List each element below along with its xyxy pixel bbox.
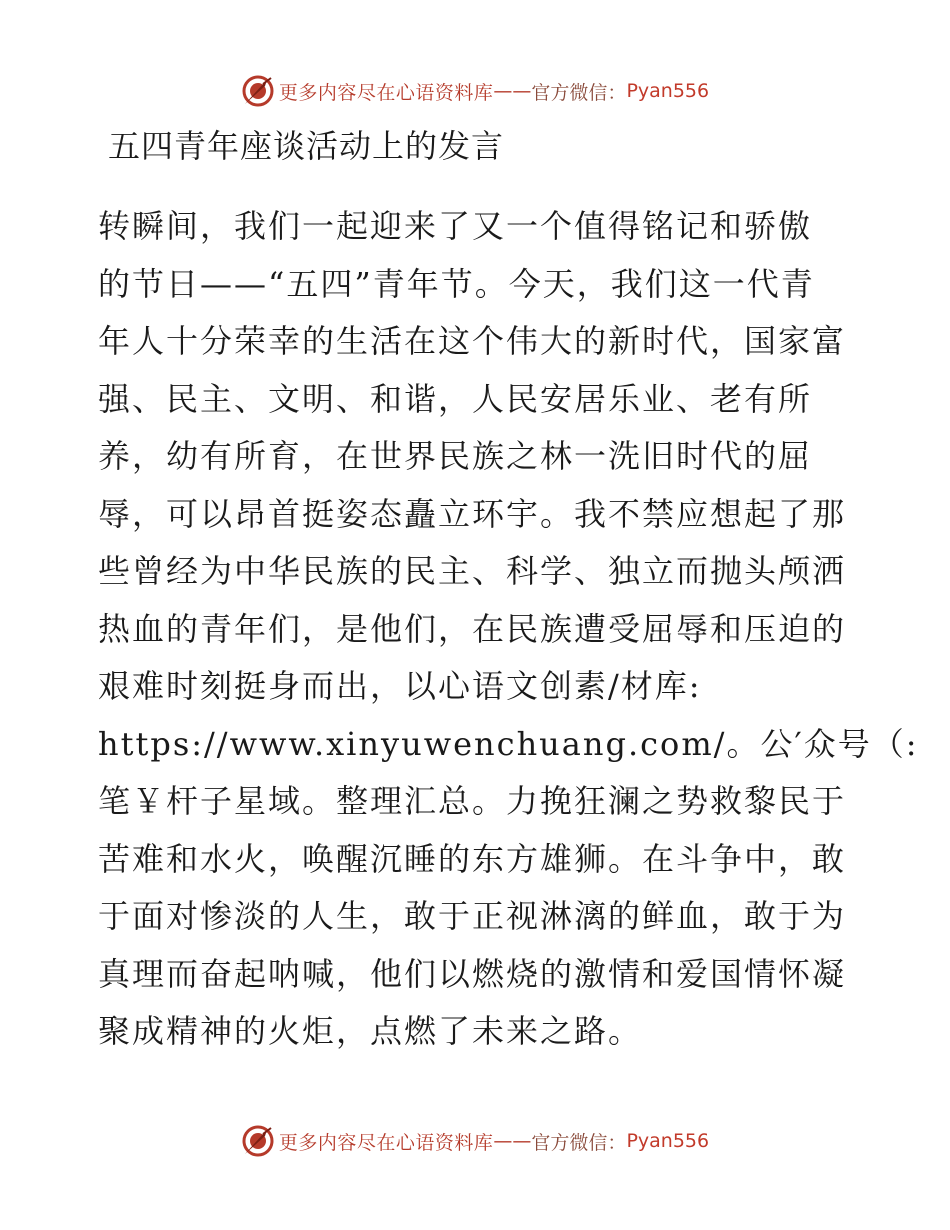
banner-text: 更多内容尽在心语资料库 — [278, 1131, 494, 1154]
body-line: 于面对惨淡的人生，敢于正视淋漓的鲜血，敢于为 — [98, 897, 847, 935]
quill-logo-icon — [241, 74, 275, 108]
banner-wechat-id: Pyan556 — [626, 80, 710, 102]
body-line: 的节日——“五四”青年节。今天，我们这一代青 — [98, 264, 815, 303]
document-body — [98, 198, 919, 1061]
banner-dash: —— — [493, 1130, 532, 1152]
header-banner — [0, 71, 950, 111]
footer-banner — [0, 1121, 950, 1161]
body-line: 养，幼有所育，在世界民族之林一洗旧时代的屈 — [98, 437, 813, 475]
body-line: 热血的青年们，是他们，在民族遭受屈辱和压迫的 — [98, 609, 847, 648]
body-line: 笔￥杆子星域。整理汇总。力挽狂澜之势救黎民于 — [98, 782, 847, 820]
body-line: 艰难时刻挺身而出，以心语文创素/材库: — [98, 667, 702, 705]
body-line-url: https://www.xinyuwenchuang.com/。公′众号（: — [98, 724, 919, 763]
body-line: 苦难和水火，唤醒沉睡的东方雄狮。在斗争中，敢 — [98, 839, 847, 878]
banner-wechat-id: Pyan556 — [626, 1130, 710, 1152]
body-line: 些曾经为中华民族的民主、科学、独立而抛头颅洒 — [98, 552, 847, 590]
body-line: 真理而奋起呐喊，他们以燃烧的激情和爱国情怀凝 — [98, 954, 847, 993]
body-line: 转瞬间，我们一起迎来了又一个值得铭记和骄傲 — [98, 207, 813, 245]
quill-logo-icon — [241, 1124, 275, 1158]
document-title: 五四青年座谈活动上的发言 — [108, 127, 505, 165]
banner-text: 更多内容尽在心语资料库 — [278, 81, 494, 104]
body-line: 辱，可以昂首挺姿态矗立环宇。我不禁应想起了那 — [98, 494, 847, 533]
banner-dash: —— — [493, 80, 532, 102]
body-line: 聚成精神的火炬，点燃了未来之路。 — [98, 1012, 643, 1050]
banner-wechat-label: 官方微信： — [531, 1131, 627, 1154]
banner-wechat-label: 官方微信： — [531, 81, 627, 104]
body-line: 强、民主、文明、和谐，人民安居乐业、老有所 — [98, 379, 813, 418]
body-line: 年人十分荣幸的生活在这个伟大的新时代，国家富 — [98, 322, 847, 360]
